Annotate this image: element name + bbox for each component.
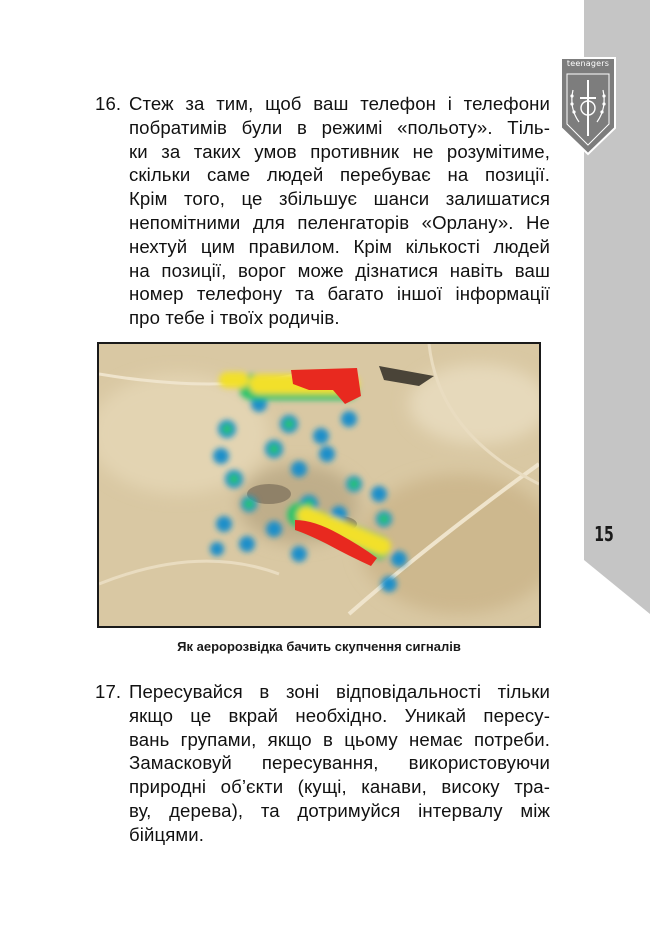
text-line: Замасковуй пересування, використовуючи xyxy=(129,752,550,774)
text-line: нехтуй цим правилом. Крім кількості людей xyxy=(129,235,550,257)
text-line: ву, дерева), та дотримуйся інтервалу між xyxy=(129,799,550,821)
item-number: 17. xyxy=(95,681,122,702)
page-number: 15 xyxy=(594,522,614,546)
text-line: непомітними для пеленгаторів «Орлану». Не xyxy=(129,211,550,233)
text-line: ки за таких умов противник не розумітиме, xyxy=(129,140,550,162)
text-line: про тебе і твоїх родичів. xyxy=(129,307,340,329)
item-number: 16. xyxy=(95,93,122,114)
text-line: Крім того, це збільшує шанси залишатися xyxy=(129,188,550,210)
text-line: на позиції, ворог може дізнатися навіть ваш xyxy=(129,259,550,281)
text-line: Стеж за тим, щоб ваш телефон і телефони xyxy=(129,93,550,114)
text-line: побратимів були в режимі «польоту». Тіль- xyxy=(129,116,550,138)
text-line: вань групами, якщо в цьому немає потреби. xyxy=(129,728,550,750)
emblem-label: teenagers xyxy=(566,59,610,68)
list-item-17 xyxy=(95,680,550,847)
list-item-16 xyxy=(95,92,550,330)
text-line: номер телефону та багато іншої інформації xyxy=(129,283,550,305)
figure-caption: Як аеророзвідка бачить скупчення сигналів xyxy=(177,639,461,654)
aerial-heatmap-image xyxy=(97,342,541,628)
text-line: Пересувайся в зоні відповідальності тільки xyxy=(129,681,550,702)
text-line: якщо це вкрай необхідно. Уникай пересу- xyxy=(129,704,550,726)
text-line: скільки саме людей перебуває на позиції. xyxy=(129,164,550,186)
text-line: бійцями. xyxy=(129,823,205,845)
teenagers-emblem xyxy=(559,56,617,156)
text-line: природні об’єкти (кущі, канави, високу тра- xyxy=(129,776,550,798)
